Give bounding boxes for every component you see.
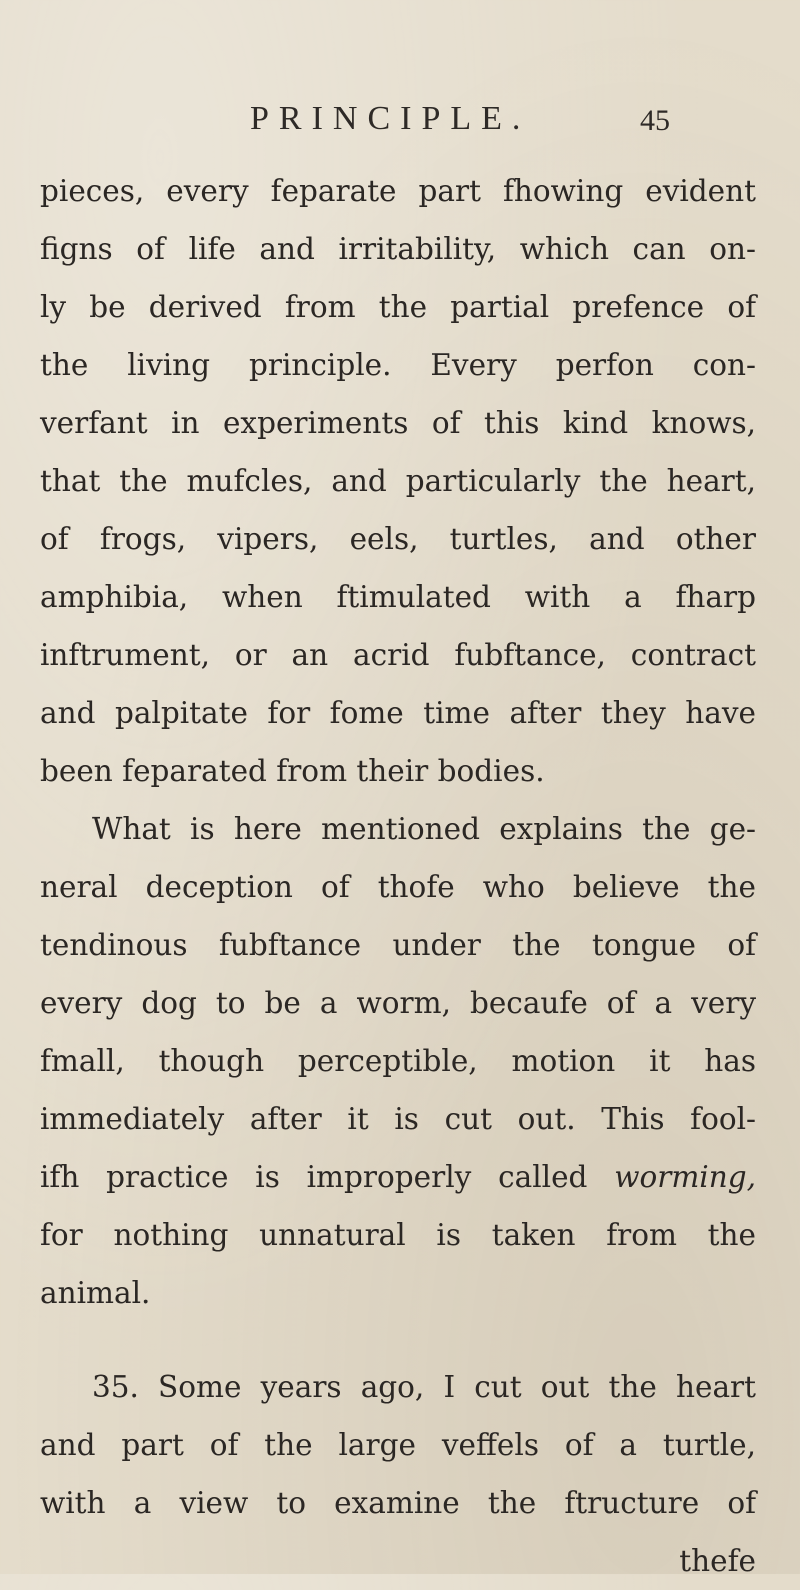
text-line: figns of life and irritability, which can on- — [40, 232, 756, 266]
catchword: thefe — [679, 1544, 756, 1578]
running-head — [250, 100, 670, 144]
text-line: immediately after it is cut out. This fool- — [40, 1102, 756, 1136]
text-line: of frogs, vipers, eels, turtles, and other — [40, 522, 756, 556]
paragraph-gap — [40, 1322, 756, 1358]
paragraph-3 — [40, 1358, 756, 1590]
text-line: and palpitate for fome time after they have — [40, 696, 756, 730]
paragraph-1 — [40, 162, 756, 800]
text-line: been feparated from their bodies. — [40, 754, 545, 788]
italic-term: worming, — [614, 1160, 756, 1194]
text-line: that the mufcles, and particularly the heart, — [40, 464, 756, 498]
text-line: every dog to be a worm, becaufe of a very — [40, 986, 756, 1020]
text-line: pieces, every feparate part fhowing evident — [40, 174, 756, 208]
text-line: with a view to examine the ftructure of — [40, 1486, 756, 1520]
text-line-segment: ifh practice is improperly called — [40, 1160, 588, 1194]
text-line: 35. Some years ago, I cut out the heart — [92, 1370, 756, 1404]
running-head-title: PRINCIPLE. — [250, 100, 531, 137]
text-line: What is here mentioned explains the ge- — [92, 812, 756, 846]
text-line: neral deception of thofe who believe the — [40, 870, 756, 904]
text-line: and part of the large veffels of a turtle, — [40, 1428, 756, 1462]
text-line: inftrument, or an acrid fubftance, contract — [40, 638, 756, 672]
text-line: amphibia, when ftimulated with a fharp — [40, 580, 756, 614]
text-line: for nothing unnatural is taken from the — [40, 1218, 756, 1252]
text-line: ly be derived from the partial prefence of — [40, 290, 756, 324]
text-line: verfant in experiments of this kind knows, — [40, 406, 756, 440]
page-number: 45 — [640, 104, 670, 137]
paragraph-2 — [40, 800, 756, 1322]
text-line: tendinous fubftance under the tongue of — [40, 928, 756, 962]
text-line: the living principle. Every perfon con- — [40, 348, 756, 382]
text-line: animal. — [40, 1276, 151, 1310]
body-text — [40, 162, 756, 1590]
text-line: fmall, though perceptible, motion it has — [40, 1044, 756, 1078]
text-line — [40, 1148, 756, 1206]
